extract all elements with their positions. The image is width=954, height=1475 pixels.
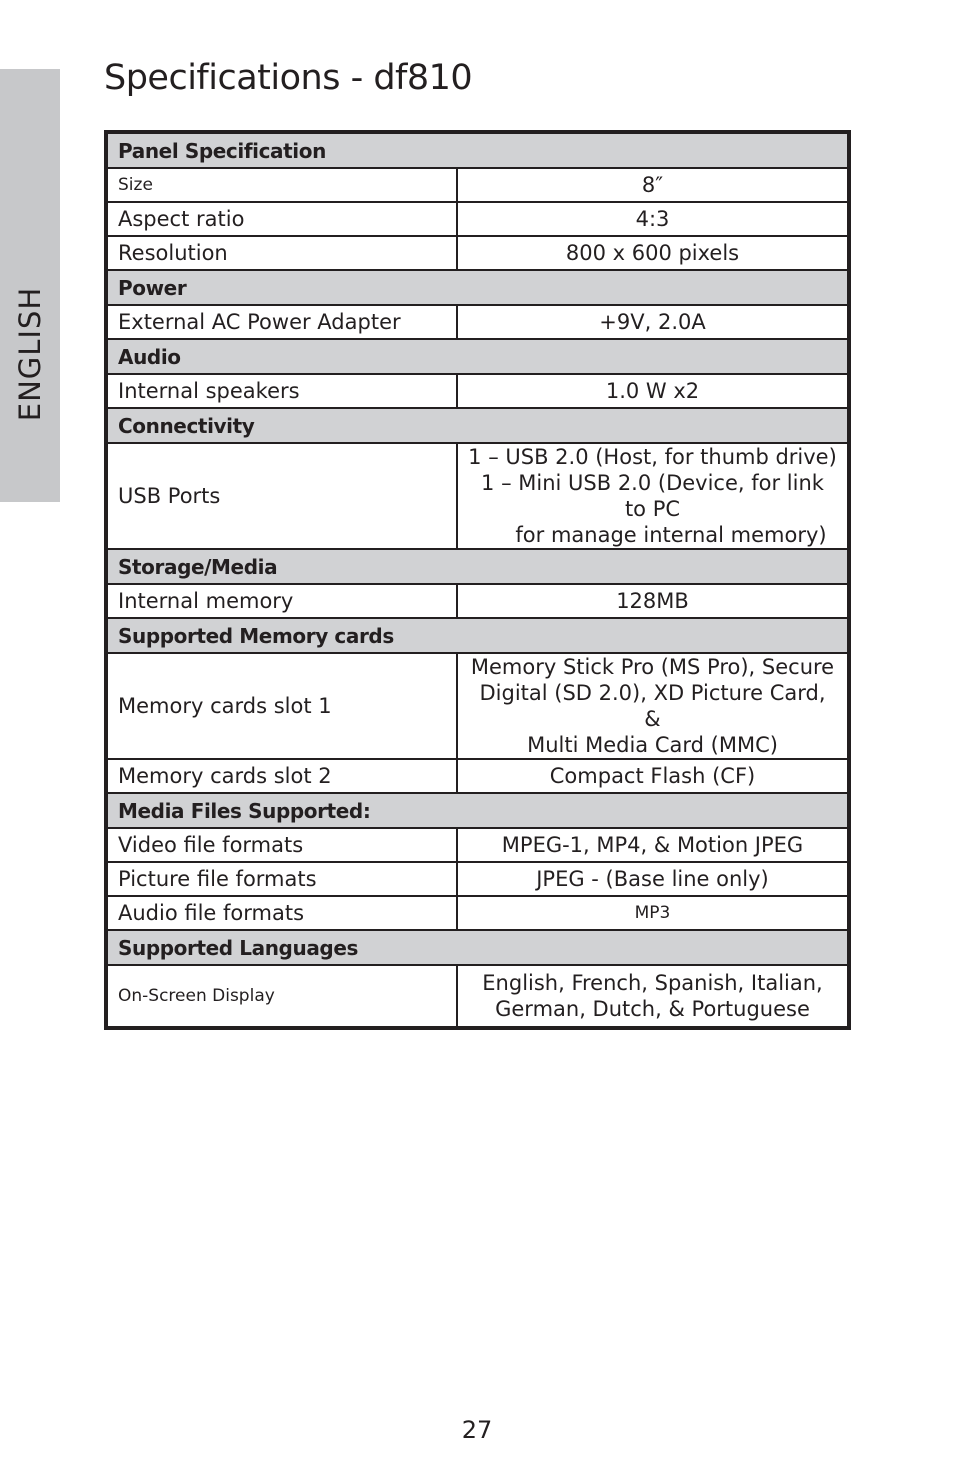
- spec-value: Compact Flash (CF): [457, 759, 849, 793]
- spec-row-picture-formats: [106, 862, 849, 896]
- spec-value: MPEG-1, MP4, & Motion JPEG: [457, 828, 849, 862]
- usb-line-device-cont: for manage internal memory): [515, 523, 827, 547]
- spec-value: 4:3: [457, 202, 849, 236]
- section-heading: Power: [106, 270, 849, 305]
- section-heading: Media Files Supported:: [106, 793, 849, 828]
- spec-row-power-adapter: [106, 305, 849, 339]
- spec-value: 128MB: [457, 584, 849, 618]
- spec-row-audio-formats: [106, 896, 849, 930]
- section-heading: Storage/Media: [106, 549, 849, 584]
- osd-line-2: German, Dutch, & Portuguese: [495, 997, 810, 1021]
- spec-row-internal-speakers: [106, 374, 849, 408]
- section-supported-languages: [106, 930, 849, 965]
- spec-label: USB Ports: [106, 443, 457, 549]
- section-supported-memory-cards: [106, 618, 849, 653]
- section-media-files-supported: [106, 793, 849, 828]
- section-storage-media: [106, 549, 849, 584]
- spec-row-video-formats: [106, 828, 849, 862]
- spec-label: Picture file formats: [106, 862, 457, 896]
- section-heading: Supported Languages: [106, 930, 849, 965]
- spec-row-size: [106, 168, 849, 202]
- slot1-line-2: Digital (SD 2.0), XD Picture Card, &: [479, 681, 826, 731]
- spec-label: Internal speakers: [106, 374, 457, 408]
- spec-value: +9V, 2.0A: [457, 305, 849, 339]
- spec-label: Memory cards slot 1: [106, 653, 457, 759]
- spec-value: JPEG - (Base line only): [457, 862, 849, 896]
- spec-label: Memory cards slot 2: [106, 759, 457, 793]
- slot1-line-1: Memory Stick Pro (MS Pro), Secure: [470, 655, 835, 679]
- spec-row-memory-slot-1: [106, 653, 849, 759]
- usb-line-device: 1 – Mini USB 2.0 (Device, for link to PC: [481, 471, 824, 521]
- spec-value: 8″: [457, 168, 849, 202]
- section-connectivity: [106, 408, 849, 443]
- page-number: 27: [461, 1416, 493, 1444]
- spec-row-memory-slot-2: [106, 759, 849, 793]
- usb-line-host: 1 – USB 2.0 (Host, for thumb drive): [468, 445, 837, 469]
- spec-value: 800 x 600 pixels: [457, 236, 849, 270]
- section-heading: Connectivity: [106, 408, 849, 443]
- spec-row-internal-memory: [106, 584, 849, 618]
- spec-label: Size: [106, 168, 457, 202]
- spec-label: Internal memory: [106, 584, 457, 618]
- spec-row-usb-ports: [106, 443, 849, 549]
- spec-label: Video file formats: [106, 828, 457, 862]
- specifications-table: [104, 130, 851, 1030]
- language-side-tab: [0, 69, 60, 502]
- language-tab-label: ENGLISH: [13, 286, 47, 422]
- spec-label: On-Screen Display: [106, 965, 457, 1028]
- slot1-line-3: Multi Media Card (MMC): [527, 733, 778, 757]
- spec-value: [457, 653, 849, 759]
- spec-value: [457, 965, 849, 1028]
- page-title: Specifications - df810: [104, 58, 473, 98]
- section-heading: Supported Memory cards: [106, 618, 849, 653]
- section-heading: Audio: [106, 339, 849, 374]
- spec-row-resolution: [106, 236, 849, 270]
- spec-row-aspect-ratio: [106, 202, 849, 236]
- spec-row-on-screen-display: [106, 965, 849, 1028]
- spec-label: Aspect ratio: [106, 202, 457, 236]
- spec-value: 1.0 W x2: [457, 374, 849, 408]
- spec-value: MP3: [457, 896, 849, 930]
- spec-label: Audio file formats: [106, 896, 457, 930]
- section-heading: Panel Specification: [106, 132, 849, 168]
- section-panel-specification: [106, 132, 849, 168]
- spec-label: Resolution: [106, 236, 457, 270]
- spec-value: [457, 443, 849, 549]
- section-power: [106, 270, 849, 305]
- spec-label: External AC Power Adapter: [106, 305, 457, 339]
- section-audio: [106, 339, 849, 374]
- osd-line-1: English, French, Spanish, Italian,: [482, 971, 823, 995]
